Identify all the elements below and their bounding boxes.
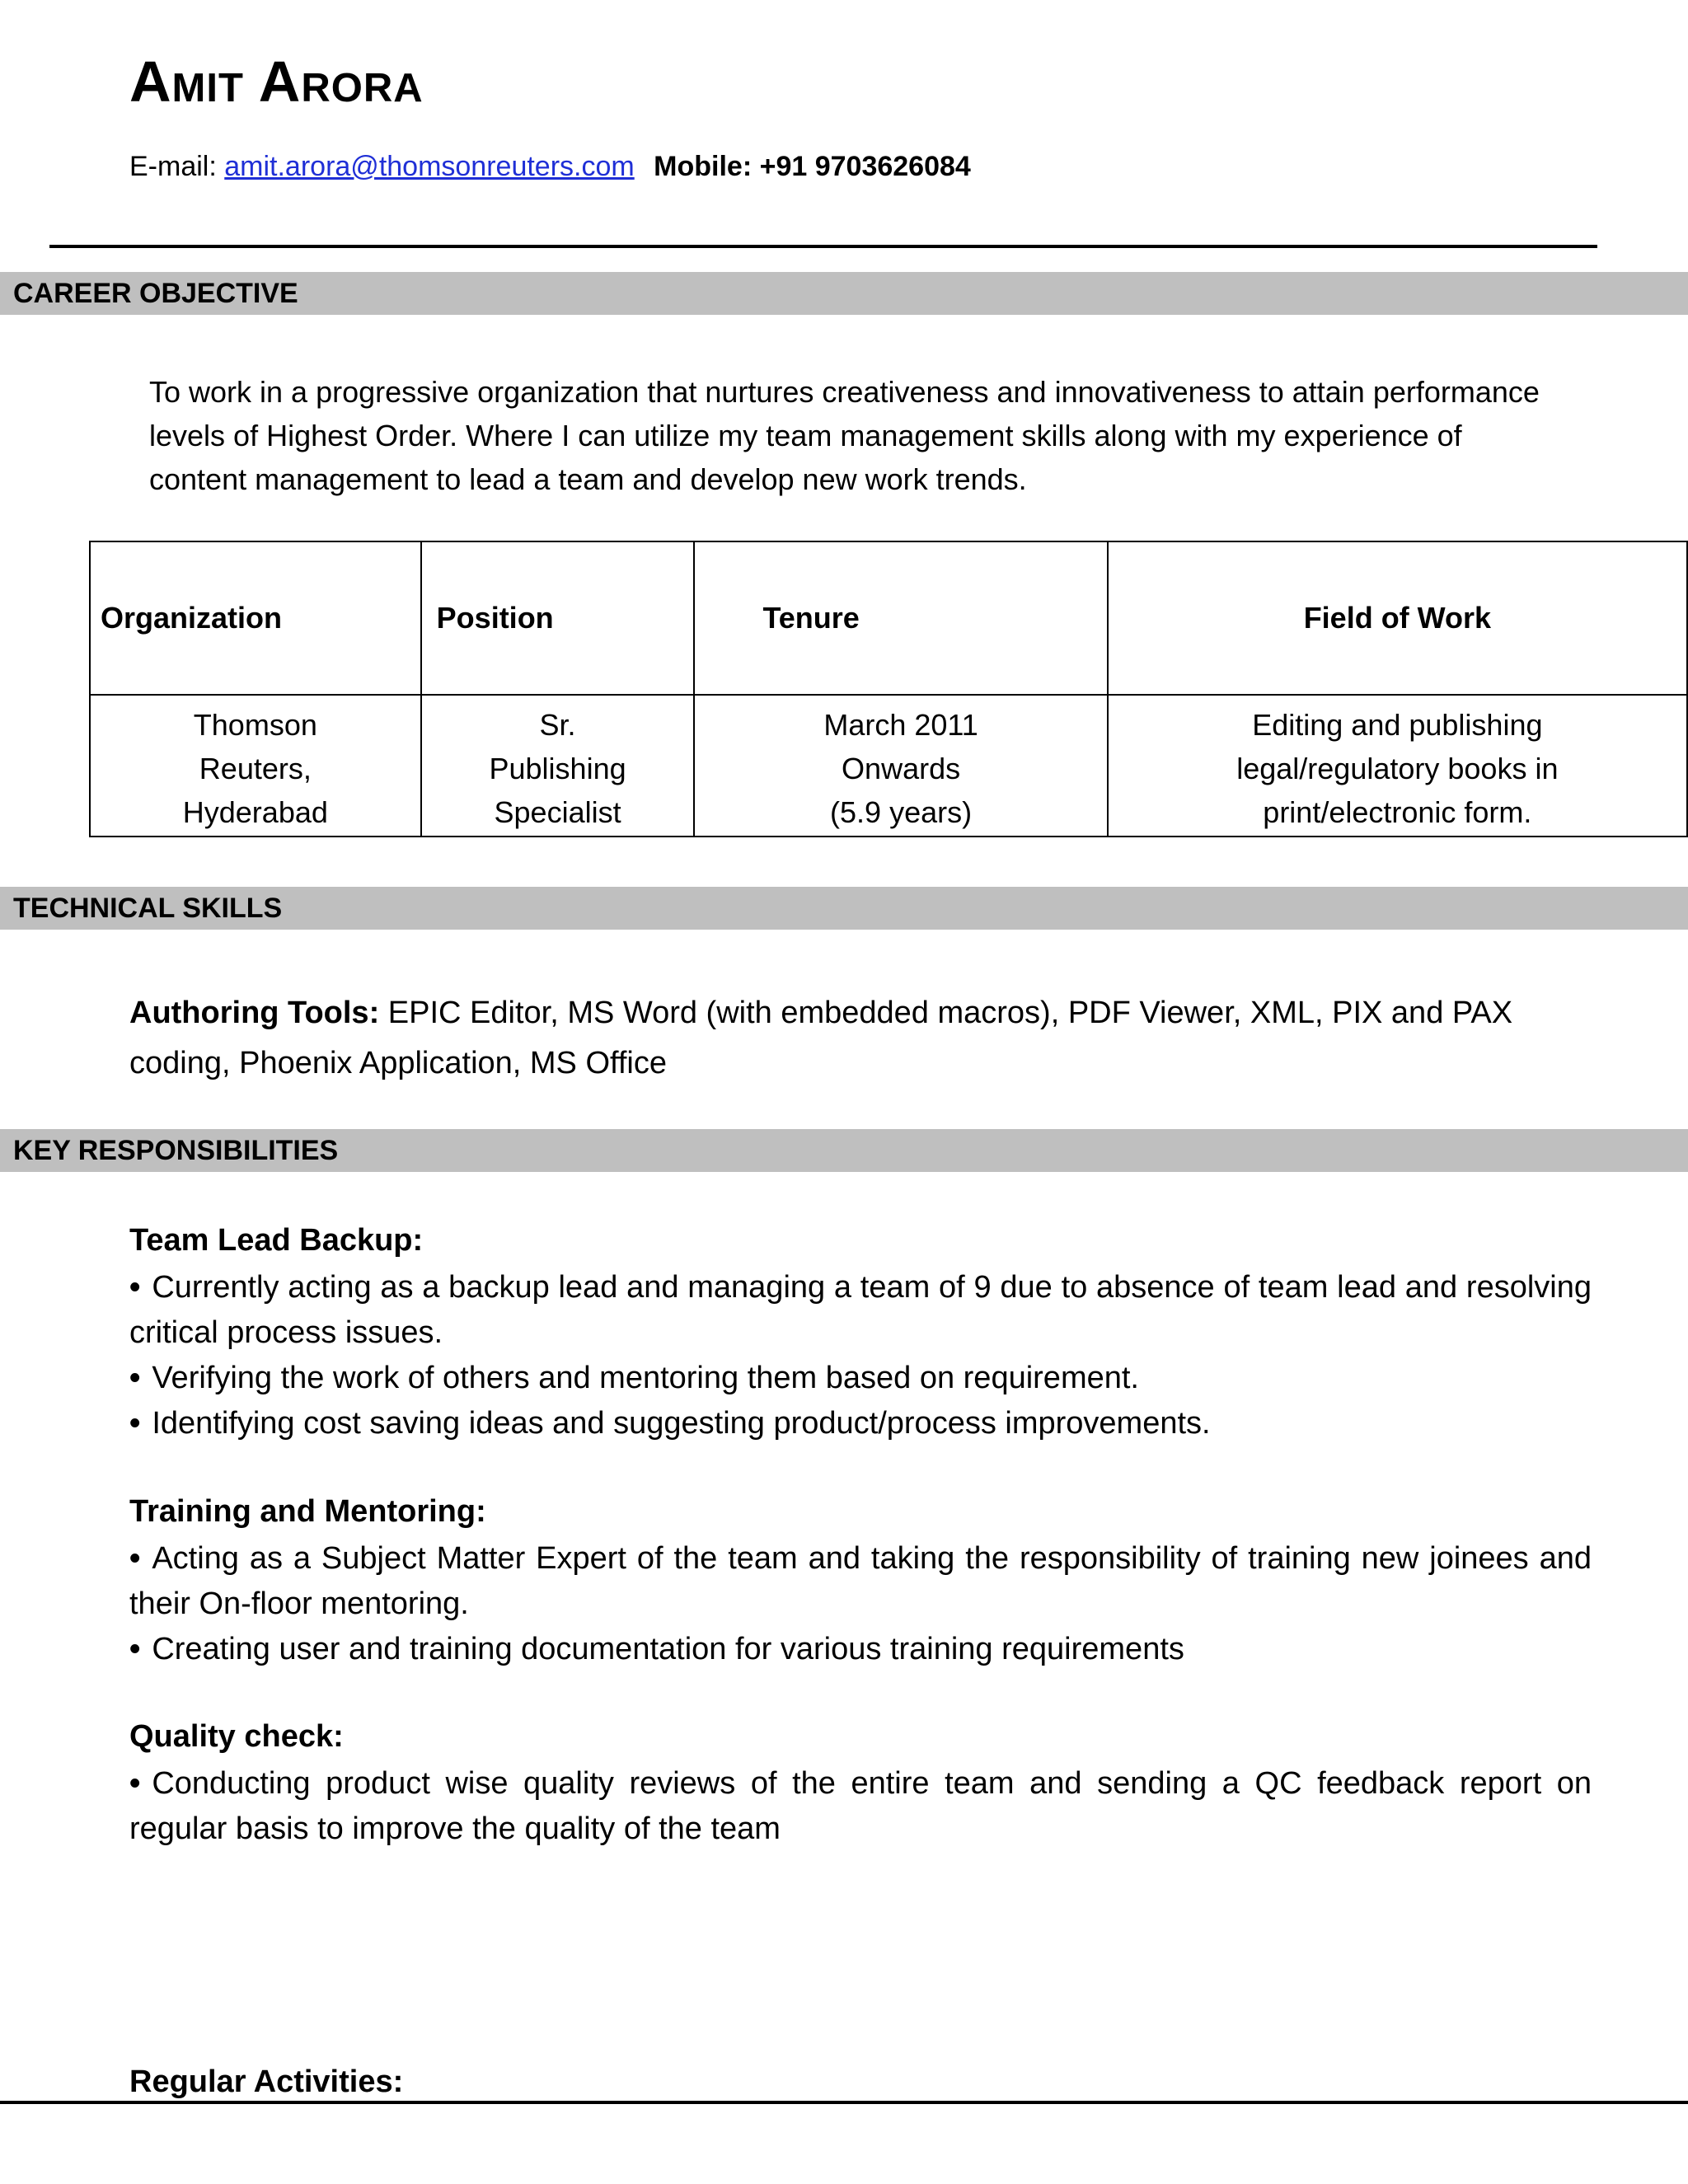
- objective-text: To work in a progressive organization that nurtures creativeness and innovativeness to attain performance levels of Highest Order. Where I can utilize my team management skills along with my experience of content management to lead a team and develop new work trends.: [149, 375, 1540, 496]
- header-position: Position: [421, 541, 695, 695]
- list-item: • Conducting product wise quality reviews of the entire team and sending a QC feedback report on regular basis to improve the quality of the team: [129, 1766, 1592, 1846]
- table-header-row: [90, 541, 1687, 695]
- quality-list: [129, 1761, 1592, 1852]
- page-bottom-divider: [0, 2101, 1688, 2104]
- email-label: E-mail:: [129, 151, 217, 182]
- career-table: [89, 541, 1688, 837]
- section-key-responsibilities: KEY RESPONSIBILITIES: [0, 1129, 1688, 1172]
- skills-label: Authoring Tools:: [129, 996, 380, 1030]
- cell-position: Sr. Publishing Specialist: [421, 695, 695, 837]
- header-organization: Organization: [90, 541, 421, 695]
- skills-text: EPIC Editor, MS Word (with embedded macros), PDF Viewer, XML, PIX and PAX coding, Phoenix Application, MS Office: [129, 996, 1513, 1080]
- header-tenure: Tenure: [694, 541, 1107, 695]
- regular-activities-title: Regular Activities:: [129, 2064, 404, 2099]
- contact-line: [129, 151, 971, 183]
- mobile-number: Mobile: +91 9703626084: [654, 151, 971, 182]
- cell-organization: Thomson Reuters, Hyderabad: [90, 695, 421, 837]
- section-career-objective: CAREER OBJECTIVE: [0, 272, 1688, 315]
- header-field-of-work: Field of Work: [1108, 541, 1687, 695]
- quality-title: Quality check:: [129, 1719, 344, 1754]
- team-lead-list: [129, 1265, 1592, 1446]
- list-item: • Creating user and training documentation for various training requirements: [129, 1632, 1184, 1666]
- list-item: • Identifying cost saving ideas and suggesting product/process improvements.: [129, 1406, 1211, 1441]
- email-link[interactable]: amit.arora@thomsonreuters.com: [224, 151, 635, 182]
- training-title: Training and Mentoring:: [129, 1494, 486, 1529]
- list-item: • Currently acting as a backup lead and managing a team of 9 due to absence of team lead and resolving critical process issues.: [129, 1270, 1592, 1350]
- header-divider: [49, 245, 1597, 248]
- section-technical-skills: TECHNICAL SKILLS: [0, 887, 1688, 930]
- team-lead-title: Team Lead Backup:: [129, 1223, 424, 1258]
- table-row: [90, 695, 1687, 837]
- candidate-name: Amit Arora: [129, 49, 424, 114]
- cell-field-of-work: Editing and publishing legal/regulatory books in print/electronic form.: [1108, 695, 1687, 837]
- cell-tenure: March 2011 Onwards (5.9 years): [694, 695, 1107, 837]
- skills-paragraph: [129, 988, 1592, 1089]
- list-item: • Verifying the work of others and mentoring them based on requirement.: [129, 1361, 1139, 1395]
- training-list: [129, 1536, 1592, 1672]
- list-item: • Acting as a Subject Matter Expert of the team and taking the responsibility of training new joinees and their On-floor mentoring.: [129, 1541, 1592, 1621]
